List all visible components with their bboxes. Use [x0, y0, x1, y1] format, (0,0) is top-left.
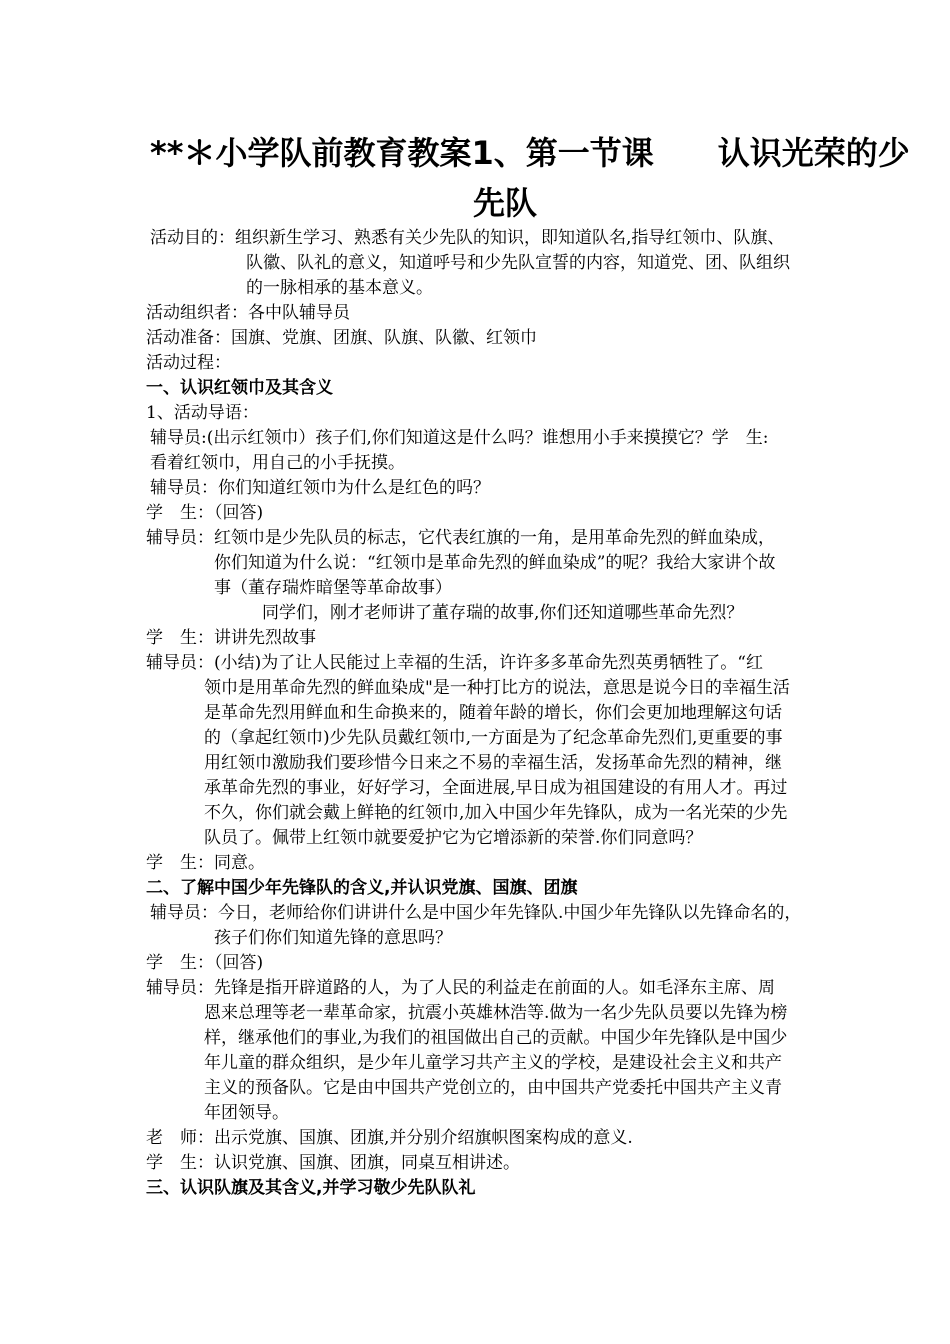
section-2-heading: 二、了解中国少年先锋队的含义,并认识党旗、国旗、团旗: [146, 878, 578, 898]
section-2-line: 学 生：认识党旗、国旗、团旗，同桌互相讲述。: [146, 1153, 520, 1173]
section-1-line: 不久，你们就会戴上鲜艳的红领巾,加入中国少年先锋队，成为一名光荣的少先: [204, 803, 788, 823]
document-title-line-1: **＊小学队前教育教案1、第一节课 认识光荣的少: [150, 134, 910, 172]
section-2-line: 辅导员：今日，老师给你们讲讲什么是中国少年先锋队.中国少年先锋队以先锋命名的，: [150, 903, 802, 923]
section-2-line: 恩来总理等老一辈革命家，抗震小英雄林浩等.做为一名少先队员要以先锋为榜: [204, 1003, 788, 1023]
section-1-line: 是革命先烈用鲜血和生命换来的，随着年龄的增长，你们会更加地理解这句话: [204, 703, 782, 723]
section-1-line: 辅导员：(小结)为了让人民能过上幸福的生活，许许多多革命先烈英勇牺牲了。“红: [146, 653, 763, 673]
section-1-line: 学 生：（回答): [146, 503, 264, 523]
section-2-line: 年儿童的群众组织，是少年儿童学习共产主义的学校，是建设社会主义和共产: [204, 1053, 782, 1073]
section-1-line: 队员了。佩带上红领巾就要爱护它为它增添新的荣誉.你们同意吗？: [204, 828, 703, 848]
section-1-line: 学 生：讲讲先烈故事: [146, 628, 316, 648]
section-2-line: 年团领导。: [204, 1103, 289, 1123]
purpose-line-2: 队徽、队礼的意义，知道呼号和少先队宣誓的内容，知道党、团、队组织: [246, 253, 790, 273]
section-1-line: 事（董存瑞炸暗堡等革命故事）: [214, 578, 452, 598]
section-2-line: 孩子们你们知道先锋的意思吗？: [214, 928, 452, 948]
section-2-line: 老 师：出示党旗、国旗、团旗,并分别介绍旗帜图案构成的意义.: [146, 1128, 633, 1148]
section-1-line: 同学们，刚才老师讲了董存瑞的故事,你们还知道哪些革命先烈？: [262, 603, 744, 623]
purpose-line-1: 活动目的：组织新生学习、熟悉有关少先队的知识，即知道队名,指导红领巾、队旗、: [150, 228, 785, 248]
section-2-line: 学 生：（回答): [146, 953, 264, 973]
document-title-line-2: 先队: [472, 184, 537, 222]
section-1-heading: 一、认识红领巾及其含义: [146, 378, 333, 398]
section-1-line: 用红领巾激励我们要珍惜今日来之不易的幸福生活，发扬革命先烈的精神，继: [204, 753, 782, 773]
section-1-line: 的（拿起红领巾)少先队员戴红领巾,一方面是为了纪念革命先烈们,更重要的事: [204, 728, 783, 748]
section-1-line: 承革命先烈的事业，好好学习，全面进展,早日成为祖国建设的有用人才。再过: [204, 778, 788, 798]
section-1-line: 辅导员:(出示红领巾）孩子们,你们知道这是什么吗？谁想用小手来摸摸它？学 生:: [150, 428, 769, 448]
section-3-heading: 三、认识队旗及其含义,并学习敬少先队队礼: [146, 1178, 476, 1198]
section-1-intro: 1、活动导语：: [146, 403, 259, 423]
section-1-line: 领巾是用革命先烈的鲜血染成"是一种打比方的说法，意思是说今日的幸福生活: [204, 678, 790, 698]
purpose-line-3: 的一脉相承的基本意义。: [246, 278, 433, 298]
section-1-line: 学 生：同意。: [146, 853, 265, 873]
section-2-line: 辅导员：先锋是指开辟道路的人，为了人民的利益走在前面的人。如毛泽东主席、周: [146, 978, 775, 998]
section-2-line: 样，继承他们的事业,为我们的祖国做出自己的贡献。中国少年先锋队是中国少: [204, 1028, 788, 1048]
process-line: 活动过程：: [146, 353, 231, 373]
section-2-line: 主义的预备队。它是由中国共产党创立的，由中国共产党委托中国共产主义青: [204, 1078, 782, 1098]
section-1-line: 辅导员：你们知道红领巾为什么是红色的吗？: [150, 478, 490, 498]
section-1-line: 辅导员：红领巾是少先队员的标志，它代表红旗的一角，是用革命先烈的鲜血染成，: [146, 528, 775, 548]
section-1-line: 你们知道为什么说：“红领巾是革命先烈的鲜血染成”的呢？我给大家讲个故: [214, 553, 776, 573]
section-1-line: 看着红领巾，用自己的小手抚摸。: [150, 453, 405, 473]
organizer-line: 活动组织者：各中队辅导员: [146, 303, 350, 323]
preparation-line: 活动准备：国旗、党旗、团旗、队旗、队徽、红领巾: [146, 328, 537, 348]
